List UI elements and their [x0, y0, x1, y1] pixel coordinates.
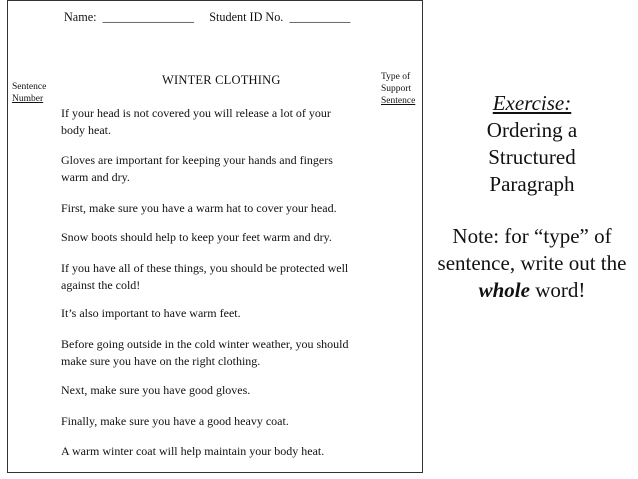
worksheet-title: WINTER CLOTHING	[162, 73, 281, 87]
sentence-item: First, make sure you have a warm hat to cover your head.	[61, 201, 337, 215]
sentence-number-column-label	[12, 81, 46, 105]
note-emphasis-word: whole	[478, 278, 530, 302]
type-label-line-3: Sentence	[381, 96, 416, 106]
type-label-line-2: Support	[381, 84, 412, 94]
worksheet-panel	[7, 0, 423, 473]
note-text-start: Note: for “type” of sentence, write out the	[437, 224, 627, 275]
exercise-title: Exercise:	[492, 91, 572, 115]
sentence-item: If your head is not covered you will release a lot of your body heat.	[61, 106, 331, 137]
name-student-id-line: Name: _______________ Student ID No. __________	[64, 10, 351, 24]
type-of-support-sentence-column-label	[381, 71, 415, 107]
type-label-line-1: Type of	[381, 72, 411, 82]
exercise-instructions	[426, 90, 638, 304]
sentence-item: If you have all of these things, you should be protected well against the cold!	[61, 261, 349, 292]
sentence-item: A warm winter coat will help maintain your body heat.	[61, 444, 325, 458]
sentence-item: Before going outside in the cold winter weather, you should make sure you have on the right clothing.	[61, 337, 349, 368]
sentence-item: It’s also important to have warm feet.	[61, 306, 241, 320]
note-text-end: word!	[529, 278, 586, 302]
sentence-item: Gloves are important for keeping your hands and fingers warm and dry.	[61, 153, 333, 184]
note-text	[426, 223, 638, 304]
exercise-subtitle: Ordering a Structured Paragraph	[486, 118, 578, 196]
sentence-item: Snow boots should help to keep your feet warm and dry.	[61, 230, 332, 244]
sentence-item: Finally, make sure you have a good heavy coat.	[61, 414, 289, 428]
sentence-number-label-line-2: Number	[12, 94, 44, 104]
sentence-number-label-line-1: Sentence	[12, 82, 47, 92]
sentence-item: Next, make sure you have good gloves.	[61, 383, 251, 397]
